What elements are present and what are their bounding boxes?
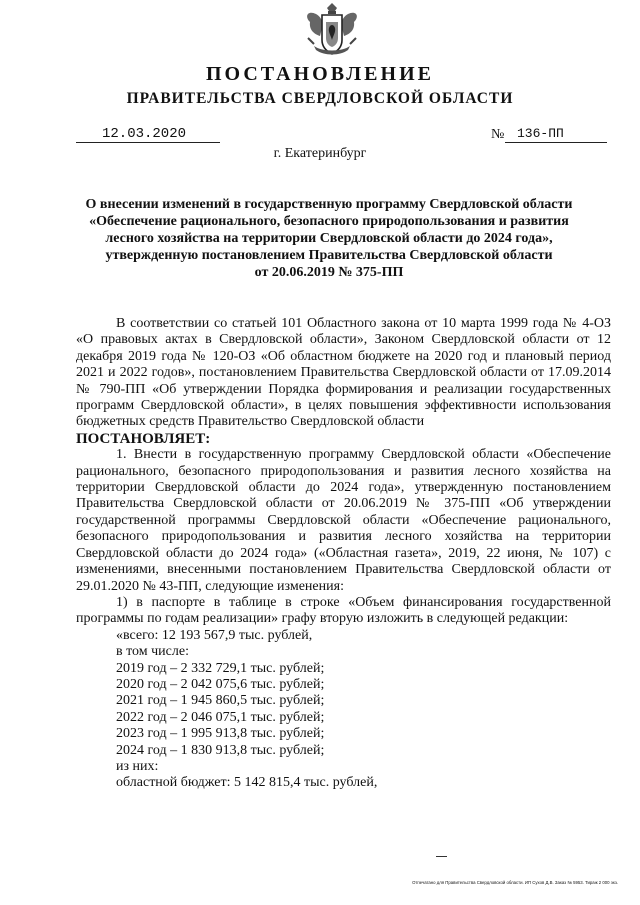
document-subtitle: ПРАВИТЕЛЬСТВА СВЕРДЛОВСКОЙ ОБЛАСТИ — [126, 90, 514, 107]
funding-line: 2022 год – 2 046 075,1 тыс. рублей; — [116, 709, 325, 725]
preamble-paragraph: В соответствии со статьей 101 Областного закона от 10 марта 1999 года № 4-ОЗ «О правовых актах в Свердловской области», Законом Свердловской области от 12 декабря 2019 года № 120-ОЗ «Об областном бюджете на 2020 год и плановый период 2021 и 2022 годов», постановлением Правительства Свердловской области от 17.09.2014 № 790-ПП «Об утверждении Порядка формирования и реализации государственных программ Свердловской области», в целях повышения эффективности использования бюджетных средств Правительство Свердловской области — [76, 316, 611, 430]
subitem-1-paragraph: 1) в паспорте в таблице в строке «Объем финансирования государственной программы по годам реализации» графу вторую изложить в следующей редакции: — [76, 594, 611, 627]
funding-line: 2020 год – 2 042 075,6 тыс. рублей; — [116, 676, 325, 692]
city: г. Екатеринбург — [273, 146, 367, 161]
subject-line: утвержденную постановлением Правительства Свердловской области — [105, 248, 553, 263]
page-mark — [436, 856, 447, 857]
funding-line: в том числе: — [116, 644, 189, 660]
document-number: 136-ПП — [505, 126, 607, 143]
funding-line: из них: — [116, 758, 159, 774]
document-title: ПОСТАНОВЛЕНИЕ — [206, 63, 434, 85]
funding-line: областной бюджет: 5 142 815,4 тыс. рублей, — [116, 775, 378, 791]
document-date: 12.03.2020 — [76, 126, 220, 143]
decree-heading: ПОСТАНОВЛЯЕТ: — [76, 430, 211, 447]
item-1-paragraph: 1. Внести в государственную программу Свердловской области «Обеспечение рационального, безопасного природопользования и развития лесного хозяйства на территории Свердловской области до 2024 года», утвержденную постановлением Правительства Свердловской области от 20.06.2019 № 375-ПП «Об утверждении государственной программы Свердловской области «Обеспечение рационального, безопасного природопользования и развития лесного хозяйства на территории Свердловской области до 2024 года» («Областная газета», 2019, 22 июня, № 107) с изменениями, внесенными постановлением Правительства Свердловской области от 29.01.2020 № 43-ПП, следующие изменения: — [76, 447, 611, 594]
document-body — [76, 316, 611, 792]
print-footer: Отпечатано для Правительства Свердловской области. ИП Сухов Д.В. Заказ № 5953. Тираж 2 000 экз. — [412, 880, 618, 885]
funding-line: 2021 год – 1 945 860,5 тыс. рублей; — [116, 693, 325, 709]
funding-line: «всего: 12 193 567,9 тыс. рублей, — [116, 627, 313, 643]
subject-line: лесного хозяйства на территории Свердловской области до 2024 года», — [105, 231, 553, 246]
coat-of-arms-icon — [300, 2, 364, 62]
subject-line: от 20.06.2019 № 375-ПП — [254, 265, 404, 280]
funding-line: 2023 год – 1 995 913,8 тыс. рублей; — [116, 726, 325, 742]
funding-line: 2019 год – 2 332 729,1 тыс. рублей; — [116, 660, 325, 676]
funding-line: 2024 год – 1 830 913,8 тыс. рублей; — [116, 742, 325, 758]
document-subject — [70, 196, 588, 281]
subject-line: О внесении изменений в государственную программу Свердловской области — [85, 197, 573, 212]
number-label: № — [491, 127, 505, 142]
subject-line: «Обеспечение рационального, безопасного природопользования и развития — [89, 214, 569, 229]
